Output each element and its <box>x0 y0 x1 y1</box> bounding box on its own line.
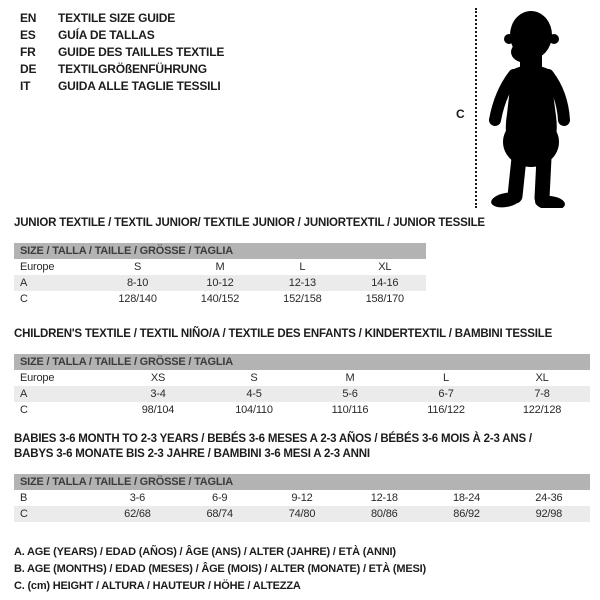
babies-textile-block <box>14 432 594 522</box>
table-row <box>14 291 426 307</box>
table-row <box>14 506 590 522</box>
childrens-textile-table <box>14 354 590 418</box>
size-value-cell: 4-5 <box>246 388 262 400</box>
size-value-cell: 5-6 <box>342 388 358 400</box>
footnote-line: B. AGE (MONTHS) / EDAD (MESES) / ÂGE (MOIS) / ALTER (MONATE) / ETÀ (MESI) <box>14 563 426 575</box>
row-label-cell: A <box>20 388 28 400</box>
size-value-cell: 158/170 <box>365 293 404 305</box>
language-code: FR <box>20 45 36 59</box>
size-header-bar: SIZE / TALLA / TAILLE / GRÖSSE / TAGLIA <box>14 474 590 490</box>
size-value-cell: 152/158 <box>283 293 322 305</box>
size-value-cell: 18-24 <box>452 492 481 504</box>
table-title-line: BABYS 3-6 MONATE BIS 2-3 JAHRE / BAMBINI 3-6 MESI A 2-3 ANNI <box>14 448 370 460</box>
junior-textile-block <box>14 216 594 307</box>
row-label-cell: C <box>20 508 28 520</box>
size-value-cell: 6-9 <box>212 492 228 504</box>
size-value-cell: S <box>134 261 142 273</box>
table-row <box>14 490 590 506</box>
size-value-cell: S <box>250 372 258 384</box>
language-row <box>20 63 224 76</box>
size-value-cell: XL <box>378 261 392 273</box>
junior-textile-table <box>14 243 426 307</box>
language-code: ES <box>20 28 36 42</box>
size-value-cell: 14-16 <box>371 277 399 289</box>
row-label-cell: C <box>20 404 28 416</box>
size-value-cell: 80/86 <box>371 508 398 520</box>
table-row <box>14 259 426 275</box>
size-value-cell: 104/110 <box>235 404 273 416</box>
size-tables-section <box>14 216 594 597</box>
size-value-cell: 8-10 <box>126 277 149 289</box>
row-label-cell: A <box>20 277 28 289</box>
table-title-line: JUNIOR TEXTILE / TEXTIL JUNIOR/ TEXTILE JUNIOR / JUNIORTEXTIL / JUNIOR TESSILE <box>14 217 485 229</box>
language-row <box>20 46 224 59</box>
language-row <box>20 80 224 93</box>
size-value-cell: L <box>443 372 449 384</box>
size-value-cell: 86/92 <box>453 508 480 520</box>
language-list <box>20 12 224 97</box>
row-label-cell: C <box>20 293 28 305</box>
table-row <box>14 386 590 402</box>
table-title-line: BABIES 3-6 MONTH TO 2-3 YEARS / BEBÉS 3-6 MESES A 2-3 AÑOS / BÉBÉS 3-6 MOIS À 2-3 ANS / <box>14 433 532 445</box>
childrens-textile-title <box>14 327 594 342</box>
size-value-cell: 24-36 <box>535 492 563 504</box>
size-value-cell: 7-8 <box>534 388 550 400</box>
size-value-cell: M <box>215 261 225 273</box>
size-value-cell: M <box>345 372 355 384</box>
language-title: TEXTILGRÖßENFÜHRUNG <box>58 62 207 76</box>
size-header-bar: SIZE / TALLA / TAILLE / GRÖSSE / TAGLIA <box>14 354 590 370</box>
table-row <box>14 402 590 418</box>
size-value-cell: 98/104 <box>141 404 175 416</box>
table-row <box>14 275 426 291</box>
row-label-cell: B <box>20 492 28 504</box>
language-title: GUIDE DES TAILLES TEXTILE <box>58 45 225 59</box>
table-row <box>14 370 590 386</box>
row-label-cell: Europe <box>20 372 55 384</box>
row-label-cell: Europe <box>20 261 55 273</box>
footnote-line: A. AGE (YEARS) / EDAD (AÑOS) / ÂGE (ANS) / ALTER (JAHRE) / ETÀ (ANNI) <box>14 546 396 558</box>
language-title: TEXTILE SIZE GUIDE <box>58 11 176 25</box>
size-value-cell: 116/122 <box>427 404 465 416</box>
table-title-line: CHILDREN'S TEXTILE / TEXTIL NIÑO/A / TEXTILE DES ENFANTS / KINDERTEXTIL / BAMBINI TESSILE <box>14 328 553 340</box>
footnotes <box>14 546 594 592</box>
language-title: GUÍA DE TALLAS <box>58 28 155 42</box>
junior-textile-title <box>14 216 594 231</box>
babies-textile-table <box>14 474 590 522</box>
size-value-cell: L <box>299 261 306 273</box>
babies-textile-title <box>14 432 594 462</box>
size-value-cell: 68/74 <box>206 508 233 520</box>
size-value-cell: 122/128 <box>522 404 562 416</box>
size-value-cell: XL <box>535 372 549 384</box>
language-code: IT <box>20 79 31 93</box>
size-value-cell: 9-12 <box>291 492 313 504</box>
footnote-line: C. (cm) HEIGHT / ALTURA / HAUTEUR / HÖHE / ALTEZZA <box>14 580 301 592</box>
height-measure-label: C <box>456 107 465 121</box>
size-value-cell: 140/152 <box>200 293 240 305</box>
size-header-bar: SIZE / TALLA / TAILLE / GRÖSSE / TAGLIA <box>14 243 426 259</box>
baby-silhouette-icon <box>482 8 574 208</box>
size-value-cell: 12-13 <box>288 277 316 289</box>
baby-figure <box>450 4 596 216</box>
size-value-cell: 3-6 <box>129 492 146 504</box>
height-measure-dotted-line <box>475 8 477 208</box>
size-value-cell: 92/98 <box>535 508 563 520</box>
size-value-cell: 6-7 <box>438 388 454 400</box>
size-value-cell: 62/68 <box>124 508 151 520</box>
size-value-cell: 128/140 <box>118 293 157 305</box>
language-title: GUIDA ALLE TAGLIE TESSILI <box>58 79 221 93</box>
size-value-cell: 3-4 <box>150 388 166 400</box>
language-row <box>20 12 224 25</box>
size-value-cell: 10-12 <box>206 277 234 289</box>
language-code: DE <box>20 62 37 76</box>
language-code: EN <box>20 11 37 25</box>
size-value-cell: 74/80 <box>288 508 316 520</box>
childrens-textile-block <box>14 327 594 418</box>
language-row <box>20 29 224 42</box>
size-value-cell: XS <box>150 372 166 384</box>
size-value-cell: 110/116 <box>331 404 369 416</box>
size-value-cell: 12-18 <box>370 492 398 504</box>
